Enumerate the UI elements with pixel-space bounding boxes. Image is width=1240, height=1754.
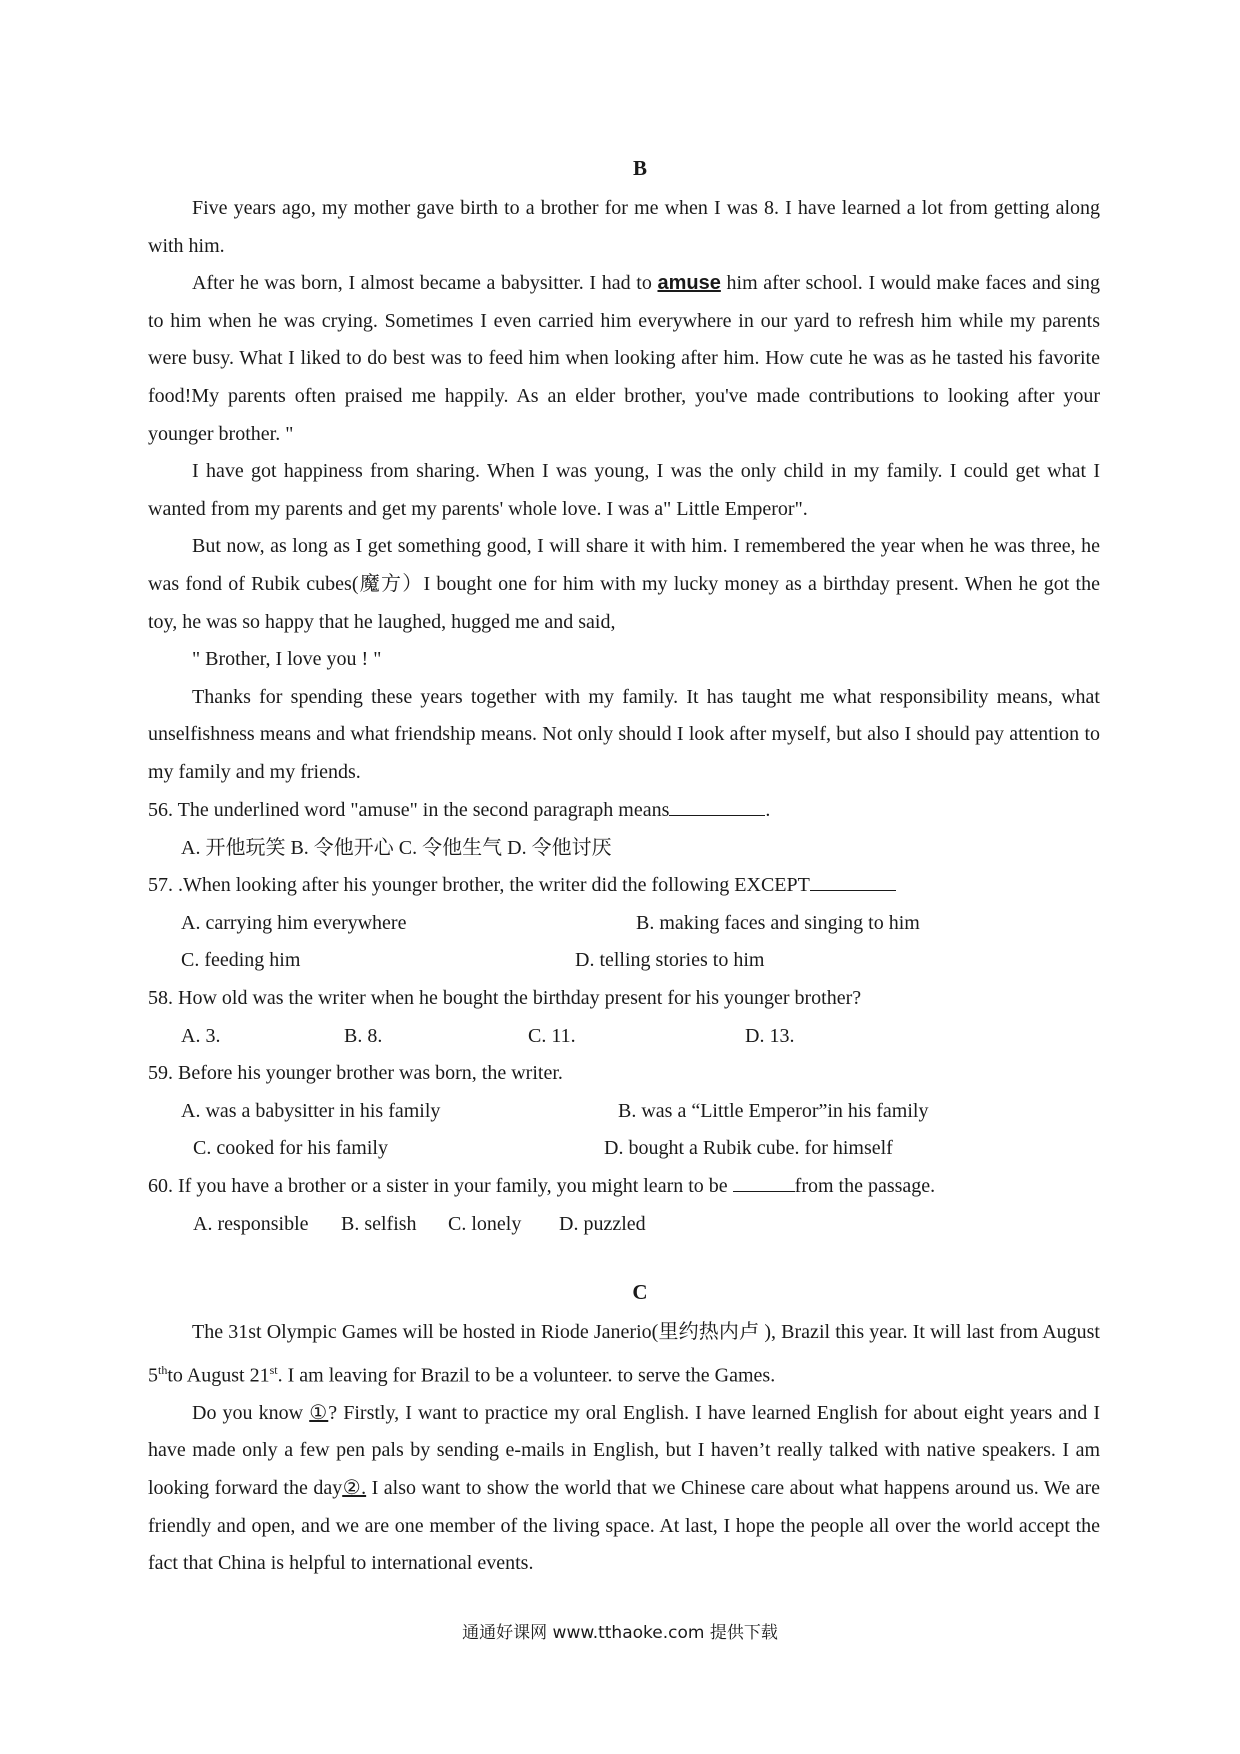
passage-paragraph: Thanks for spending these years together with my family. It has taught me what responsibility means, what unselfishness means and what friendship means. Not only should I look after myself, but also I should pay attention to my family and my friends. <box>148 685 1100 783</box>
option-a: A. carrying him everywhere <box>181 911 407 934</box>
option-c: C. lonely <box>448 1212 522 1235</box>
text-run: . I am leaving for Brazil to be a volunteer. to serve the Games. <box>277 1364 776 1387</box>
page-footer: 通通好课网 www.tthaoke.com 提供下载 <box>462 1623 778 1643</box>
blank-marker-2: ②. <box>342 1477 367 1500</box>
passage-paragraph: " Brother, I love you ! " <box>192 648 382 671</box>
question-57 <box>148 867 1100 980</box>
blank-marker-1: ① <box>309 1401 329 1424</box>
option-d: D. 13. <box>745 1024 795 1047</box>
option-d: D. puzzled <box>559 1212 646 1235</box>
answer-blank <box>733 1171 795 1192</box>
option-c: C. 11. <box>528 1024 576 1047</box>
option-b: B. was a “Little Emperor”in his family <box>618 1099 929 1122</box>
text-run: . <box>765 799 771 821</box>
question-56 <box>148 792 1100 867</box>
underlined-word: amuse <box>657 272 721 295</box>
option-d: D. bought a Rubik cube. for himself <box>604 1137 893 1160</box>
section-b-title: B <box>632 156 647 180</box>
question-text: 57. .When looking after his younger brother, the writer did the following EXCEPT <box>148 874 810 896</box>
text-run: I also want to show the world that we Chinese care about what happens around us. We are friendly and open, and we are one member of the living space. At last, I hope the people all over the world accept the fact that China is helpful to international events. <box>148 1477 1100 1575</box>
passage-paragraph <box>148 1395 1100 1583</box>
answer-blank <box>810 870 896 891</box>
question-text: 58. How old was the writer when he bought the birthday present for his younger brother? <box>148 987 862 1009</box>
text-run: him after school. I would make faces and sing to him when he was crying. Sometimes I even carried him everywhere in our yard to refresh him while my parents were busy. What I liked to do best was to feed him when looking after him. How cute he was as he tasted his favorite food!My parents often praised me happily. As an elder brother, you've made contributions to looking after your younger brother. " <box>148 272 1100 445</box>
text-run: to August 21 <box>167 1364 270 1387</box>
passage-paragraph <box>148 265 1100 453</box>
passage-paragraph: But now, as long as I get something good, I will share it with him. I remembered the year when he was three, he was fond of Rubik cubes(魔方）I bought one for him with my lucky money as a birthday present. When he got the toy, he was so happy that he laughed, hugged me and said, <box>148 535 1100 633</box>
answer-blank <box>669 795 765 816</box>
section-c-title: C <box>632 1280 648 1304</box>
question-text: 56. The underlined word "amuse" in the second paragraph means <box>148 799 670 821</box>
option-c: C. feeding him <box>181 949 301 972</box>
section-c-passage <box>148 1314 1100 1583</box>
text-run: The 31st Olympic Games will be hosted in Riode Janerio(里约热内卢 ), Brazil this year. It will last from August 5 <box>148 1321 1100 1387</box>
question-60 <box>148 1168 1100 1243</box>
text-run: After he was born, I almost became a babysitter. I had to <box>192 272 658 295</box>
superscript: th <box>158 1362 168 1377</box>
option-a: A. was a babysitter in his family <box>181 1099 441 1122</box>
option-a: A. 3. <box>181 1024 221 1047</box>
question-text: 60. If you have a brother or a sister in your family, you might learn to be <box>148 1175 733 1197</box>
text-run: from the passage. <box>794 1175 936 1197</box>
text-run: Do you know <box>192 1401 310 1424</box>
passage-paragraph: Five years ago, my mother gave birth to a brother for me when I was 8. I have learned a lot from getting along with him. <box>148 197 1100 257</box>
option-a: A. responsible <box>193 1212 309 1235</box>
question-text: 59. Before his younger brother was born, the writer. <box>148 1062 563 1084</box>
question-59 <box>148 1055 1100 1168</box>
option-b: B. 8. <box>344 1024 383 1047</box>
passage-paragraph: I have got happiness from sharing. When I was young, I was the only child in my family. I could get what I wanted from my parents and get my parents' whole love. I was a" Little Emperor". <box>148 460 1100 520</box>
option-b: B. making faces and singing to him <box>636 911 920 934</box>
option-d: D. telling stories to him <box>575 949 765 972</box>
superscript: st <box>269 1362 278 1377</box>
question-options: A. 开他玩笑 B. 令他开心 C. 令他生气 D. 令他讨厌 <box>181 836 612 859</box>
section-b-passage <box>148 190 1100 792</box>
question-58 <box>148 980 1100 1055</box>
text-run: ? Firstly, I want to practice my oral English. I have learned English for about eight years and I have made only a few pen pals by sending e-mails in English, but I haven’t really talked with native speakers. I am looking forward the day <box>148 1401 1101 1500</box>
option-b: B. selfish <box>341 1212 417 1235</box>
passage-paragraph <box>148 1314 1100 1395</box>
option-c: C. cooked for his family <box>193 1137 388 1160</box>
